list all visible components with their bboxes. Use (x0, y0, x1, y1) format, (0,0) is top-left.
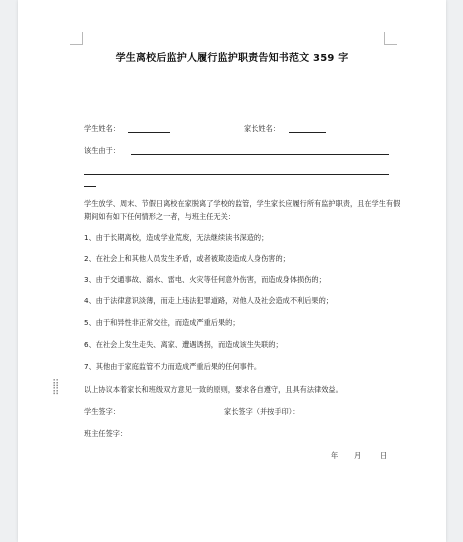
document-page (18, 0, 446, 542)
reason-field-line-3[interactable] (84, 186, 96, 187)
closing-paragraph: 以上协议本着家长和班级双方意见一致的原则，要求各自遵守，且具有法律效益。 (84, 385, 343, 394)
reason-field-line-2[interactable] (84, 174, 389, 175)
list-item-4: 4、由于法律意识淡薄，而走上违法犯罪道路，对他人及社会造成不利后果的； (84, 296, 333, 305)
list-item-7: 7、其他由于家庭监管不力而造成严重后果的任何事件。 (84, 362, 262, 371)
list-item-1: 1、由于长期离校，造成学业荒废，无法继续读书深造的； (84, 233, 269, 242)
reason-label: 该生由于： (84, 146, 120, 155)
teacher-sign-label: 班主任签字： (84, 429, 128, 438)
document-title: 学生离校后监护人履行监护职责告知书范文 359 字 (115, 53, 349, 64)
parent-sign-label: 家长签字（并按手印）： (224, 407, 300, 416)
margin-corner-top-left (70, 32, 83, 45)
reason-field-line-1[interactable] (131, 154, 389, 155)
margin-corner-top-right (384, 32, 397, 45)
list-item-3: 3、由于交通事故、溺水、雷电、火灾等任何意外伤害，而造成身体损伤的； (84, 275, 326, 284)
list-item-5: 5、由于和异性非正常交往，而造成严重后果的； (84, 318, 240, 327)
parent-name-field[interactable] (289, 132, 326, 133)
student-name-label: 学生姓名： (84, 124, 120, 133)
parent-name-label: 家长姓名： (244, 124, 280, 133)
student-sign-label: 学生签字： (84, 407, 120, 416)
date-month: 月 (354, 451, 362, 460)
intro-paragraph: 学生放学、周末、节假日离校在家脱离了学校的监管，学生家长应履行所有监护职责，且在学生有假期间如有如下任何情形之一者，与班主任无关： (84, 199, 401, 221)
drag-handle-icon[interactable]: ⠿ ⠿ (52, 379, 61, 398)
list-item-2: 2、在社会上和其他人员发生矛盾，或者被欺凌造成人身伤害的； (84, 254, 290, 263)
student-name-field[interactable] (128, 132, 170, 133)
date-year: 年 (331, 451, 339, 460)
list-item-6: 6、在社会上发生走失、离家、遭遇诱拐，而造成该生失联的； (84, 340, 283, 349)
date-day: 日 (380, 451, 388, 460)
